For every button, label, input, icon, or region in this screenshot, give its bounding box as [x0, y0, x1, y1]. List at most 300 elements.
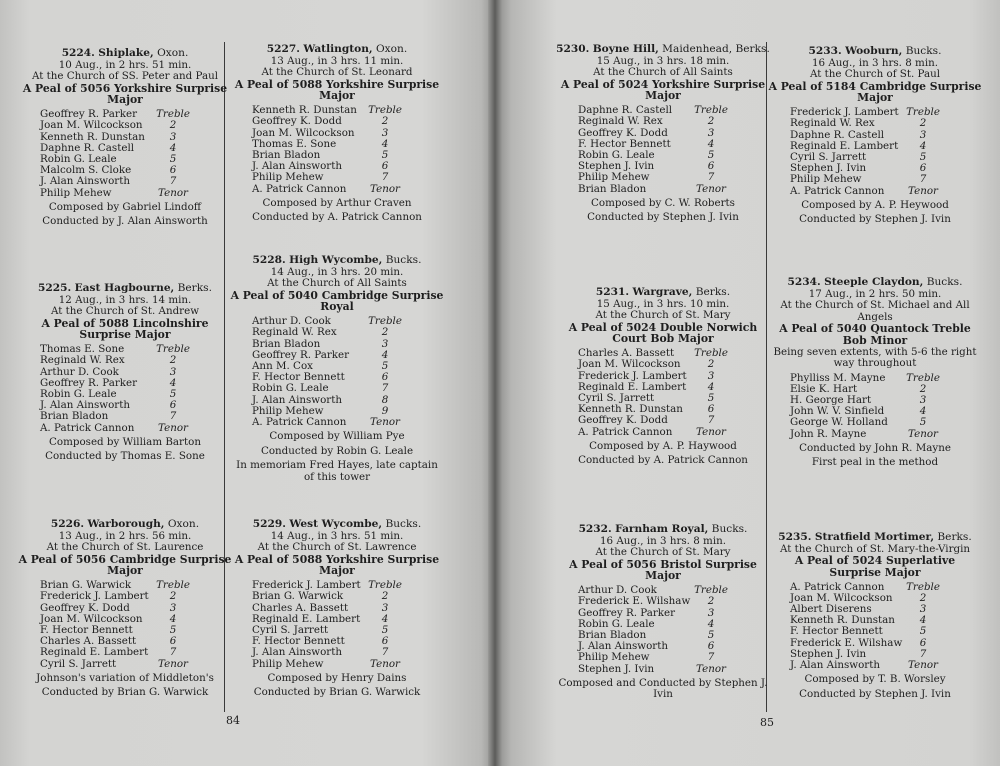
peal-number: 5226. — [50, 518, 85, 530]
peal-footer-line: Composed by A. P. Heywood — [801, 198, 949, 211]
peal-heading — [230, 519, 444, 531]
ringer-name: Brian G. Warwick — [40, 579, 132, 592]
peal-county: Oxon. — [375, 43, 408, 55]
peal-date: 15 Aug., in 3 hrs. 10 min. — [596, 297, 730, 310]
ringer-name: Arthur D. Cook — [40, 365, 119, 378]
peal-county: Berks. — [937, 531, 972, 543]
ringer-name: Arthur D. Cook — [252, 315, 331, 328]
bell-position: Tenor — [908, 659, 938, 672]
peal-heading — [768, 46, 982, 58]
peal-date: 14 Aug., in 3 hrs. 51 min. — [270, 529, 404, 542]
ringer-name: Reginald W. Rex — [790, 117, 875, 130]
peal-number: 5231. — [595, 286, 630, 298]
bell-position: 4 — [707, 137, 715, 150]
ringer-name: F. Hector Bennett — [252, 371, 345, 384]
ringer-row — [578, 652, 728, 663]
peal-title: A Peal of 5056 Bristol Surprise Major — [569, 557, 757, 583]
peal-footer-line: Conducted by John R. Mayne — [799, 441, 951, 454]
ringer-list — [790, 373, 940, 440]
ringer-name: Frederick J. Lambert — [578, 369, 687, 382]
ringer-name: Philip Mehew — [252, 404, 324, 417]
ringer-name: Geoffrey K. Dodd — [252, 115, 342, 128]
bell-position: Tenor — [158, 421, 188, 434]
ringer-name: J. Alan Ainsworth — [790, 659, 880, 672]
ringer-name: F. Hector Bennett — [252, 635, 345, 648]
bell-position: 4 — [381, 137, 389, 150]
ringer-name: Elsie K. Hart — [790, 382, 858, 395]
ringer-row — [790, 186, 940, 197]
peal-footer-line: Conducted by A. Patrick Cannon — [252, 211, 422, 224]
bell-position: Treble — [156, 108, 190, 121]
ringer-name: Stephen J. Ivin — [790, 162, 867, 175]
ringer-row — [40, 591, 190, 602]
bell-position: 2 — [919, 117, 927, 130]
ringer-row — [252, 184, 402, 195]
bell-position: 5 — [919, 625, 927, 638]
ringer-row — [252, 116, 402, 127]
bell-position: 5 — [169, 387, 177, 400]
ringer-name: Charles A. Bassett — [40, 635, 137, 648]
bell-position: 6 — [919, 636, 927, 649]
ringer-list — [40, 109, 190, 199]
peal-place: Warborough, — [87, 518, 165, 530]
ringer-name: F. Hector Bennett — [578, 137, 671, 150]
peal-record — [556, 44, 770, 224]
bell-position: 9 — [381, 404, 389, 417]
peal-date: 14 Aug., in 3 hrs. 20 min. — [270, 265, 404, 278]
bell-position: 2 — [381, 115, 389, 128]
bell-position: 2 — [919, 382, 927, 395]
peal-footer-line: Conducted by A. Patrick Cannon — [578, 454, 748, 467]
peal-county: Oxon. — [167, 518, 200, 530]
ringer-name: Cyril S. Jarrett — [578, 391, 655, 404]
page-number: 84 — [226, 714, 240, 727]
peal-footer-line: Composed by A. P. Haywood — [589, 439, 737, 452]
bell-position: Treble — [694, 584, 728, 597]
peal-heading — [556, 524, 770, 536]
bell-position: 7 — [381, 171, 389, 184]
ringer-list — [578, 585, 728, 675]
ringer-name: Geoffrey K. Dodd — [40, 601, 130, 614]
page-number: 85 — [760, 716, 774, 729]
bell-position: 3 — [707, 369, 715, 382]
bell-position: Tenor — [158, 657, 188, 670]
bell-position: 5 — [919, 150, 927, 163]
bell-position: 3 — [169, 601, 177, 614]
bell-position: 5 — [707, 391, 715, 404]
peal-heading — [18, 48, 232, 60]
bell-position: 3 — [381, 601, 389, 614]
bell-position: 7 — [169, 410, 177, 423]
ringer-list — [252, 580, 402, 670]
peal-record — [18, 283, 232, 463]
peal-church: At the Church of St. Andrew — [50, 305, 200, 317]
ringer-name: A. Patrick Cannon — [578, 425, 673, 438]
ringer-list — [578, 348, 728, 438]
ringer-name: A. Patrick Cannon — [40, 421, 135, 434]
ringer-name: Cyril S. Jarrett — [40, 657, 117, 670]
ringer-name: Malcolm S. Cloke — [40, 164, 132, 177]
bell-position: Treble — [368, 315, 402, 328]
bell-position: 3 — [707, 126, 715, 139]
peal-footer-line: Composed by William Barton — [49, 435, 201, 448]
ringer-row — [578, 359, 728, 370]
peal-date: 12 Aug., in 3 hrs. 14 min. — [58, 293, 192, 306]
peal-footer-line: Conducted by Brian G. Warwick — [41, 686, 209, 699]
bell-position: Tenor — [370, 182, 400, 195]
ringer-row — [40, 647, 190, 658]
peal-date: 16 Aug., in 3 hrs. 8 min. — [811, 56, 939, 69]
ringer-name: John R. Mayne — [790, 427, 867, 440]
peal-church: At the Church of All Saints — [267, 277, 407, 289]
ringer-name: Reginald E. Lambert — [790, 139, 899, 152]
ringer-name: Robin G. Leale — [40, 387, 117, 400]
ringer-name: Kenneth R. Dunstan — [40, 130, 145, 143]
peal-date: 13 Aug., in 2 hrs. 56 min. — [58, 529, 192, 542]
ringer-row — [790, 174, 940, 185]
ringer-row — [40, 423, 190, 434]
peal-date: 16 Aug., in 3 hrs. 8 min. — [599, 534, 727, 547]
peal-church: At the Church of St. Laurence — [46, 541, 204, 553]
ringer-row — [40, 411, 190, 422]
bell-position: 4 — [169, 141, 177, 154]
peal-heading — [18, 283, 232, 295]
ringer-row — [40, 120, 190, 131]
bell-position: 3 — [919, 603, 927, 615]
peal-church: At the Church of St. Mary — [595, 309, 731, 321]
bell-position: 2 — [707, 358, 715, 371]
peal-place: West Wycombe, — [289, 518, 383, 530]
peal-number: 5228. — [252, 254, 286, 266]
bell-position: 3 — [381, 337, 389, 350]
peal-record — [768, 46, 982, 226]
peal-number: 5227. — [266, 43, 300, 55]
peal-footer-line: First peal in the method — [811, 456, 939, 469]
peal-heading — [556, 287, 770, 299]
peal-place: Farnham Royal, — [615, 523, 709, 535]
bell-position: 2 — [169, 590, 177, 603]
peal-number: 5232. — [578, 523, 612, 535]
bell-position: 6 — [919, 162, 927, 175]
peal-footer-line: Conducted by J. Alan Ainsworth — [42, 215, 208, 228]
peal-record — [768, 277, 982, 469]
ringer-name: A. Patrick Cannon — [252, 415, 347, 428]
peal-place: Watlington, — [303, 43, 373, 55]
bell-position: Treble — [906, 371, 940, 384]
bell-position: Tenor — [696, 662, 726, 675]
bell-position: Tenor — [696, 425, 726, 438]
bell-position: 6 — [169, 399, 177, 412]
peal-date: 10 Aug., in 2 hrs. 51 min. — [58, 58, 192, 71]
peal-title: A Peal of 5088 Lincolnshire Surprise Major — [41, 316, 209, 342]
bell-position: 7 — [169, 175, 177, 188]
peal-footer-line: Johnson's variation of Middleton's — [36, 671, 214, 684]
ringer-name: Brian Bladon — [40, 410, 109, 423]
peal-record — [230, 44, 444, 224]
bell-position: 7 — [707, 414, 715, 427]
ringer-row — [578, 427, 728, 438]
peal-place: Shiplake, — [98, 47, 154, 59]
ringer-list — [790, 582, 940, 672]
peal-church: At the Church of St. Lawrence — [257, 541, 417, 553]
peal-footer-line: Composed by Henry Dains — [267, 671, 407, 684]
peal-footer-line: In memoriam Fred Hayes, late captain of this tower — [236, 459, 438, 483]
bell-position: 5 — [707, 628, 715, 641]
bell-position: 5 — [381, 148, 389, 161]
bell-position: 5 — [381, 359, 389, 372]
peal-heading — [18, 519, 232, 531]
peal-place: High Wycombe, — [289, 254, 383, 266]
ringer-row — [40, 176, 190, 187]
ringer-row — [578, 415, 728, 426]
peal-footer-line: Conducted by Stephen J. Ivin — [587, 211, 739, 224]
peal-title: A Peal of 5056 Yorkshire Surprise Major — [22, 81, 228, 107]
bell-position: Treble — [694, 347, 728, 360]
ringer-name: Charles A. Bassett — [578, 347, 675, 360]
bell-position: 5 — [169, 152, 177, 165]
peal-title: A Peal of 5024 Double Norwich Court Bob Major — [568, 320, 758, 346]
ringer-name: J. Alan Ainsworth — [252, 393, 342, 406]
ringer-row — [252, 659, 402, 670]
peal-place: East Hagbourne, — [74, 282, 175, 294]
bell-position: 2 — [707, 115, 715, 128]
bell-position: 5 — [169, 623, 177, 636]
ringer-name: Thomas E. Sone — [252, 137, 337, 150]
ringer-name: Robin G. Leale — [252, 382, 329, 395]
peal-county: Berks. — [695, 286, 731, 298]
ringer-name: Reginald E. Lambert — [40, 646, 149, 659]
ringer-name: H. George Hart — [790, 394, 872, 406]
bell-position: 6 — [381, 371, 389, 384]
peal-date: 17 Aug., in 2 hrs. 50 min. — [808, 287, 942, 300]
peal-record — [18, 519, 232, 699]
book-gutter — [488, 0, 502, 766]
peal-record — [18, 48, 232, 228]
ringer-name: Geoffrey R. Parker — [578, 606, 676, 619]
peal-footer-line: Composed by C. W. Roberts — [591, 196, 735, 209]
ringer-name: Stephen J. Ivin — [578, 160, 655, 173]
peal-footer-line: Composed by William Pye — [269, 430, 405, 443]
bell-position: Tenor — [370, 415, 400, 428]
peal-county: Bucks. — [385, 518, 422, 530]
ringer-name: Stephen J. Ivin — [578, 662, 655, 675]
ringer-name: Joan M. Wilcockson — [790, 591, 893, 604]
ringer-name: Cyril S. Jarrett — [790, 150, 867, 163]
bell-position: 7 — [919, 173, 927, 186]
bell-position: 7 — [707, 651, 715, 664]
peal-record — [768, 532, 982, 700]
ringer-row — [40, 188, 190, 199]
peal-title: A Peal of 5088 Yorkshire Surprise Major — [234, 552, 440, 578]
ringer-name: Brian Bladon — [252, 337, 321, 350]
ringer-row — [578, 116, 728, 127]
bell-position: 2 — [707, 595, 715, 608]
peal-record — [556, 524, 770, 701]
ringer-name: Reginald W. Rex — [40, 354, 125, 367]
bell-position: 4 — [919, 405, 927, 418]
ringer-name: Joan M. Wilcockson — [252, 126, 355, 139]
bell-position: Treble — [906, 580, 940, 593]
ringer-name: Geoffrey R. Parker — [40, 108, 138, 121]
ringer-row — [790, 118, 940, 129]
bell-position: 3 — [169, 365, 177, 378]
peal-church: At the Church of St. Mary — [595, 546, 731, 558]
peal-number: 5233. — [808, 45, 842, 57]
peal-date: 13 Aug., in 3 hrs. 11 min. — [270, 54, 404, 67]
bell-position: 2 — [919, 591, 927, 604]
ringer-name: Reginald W. Rex — [252, 326, 337, 339]
ringer-row — [790, 660, 940, 671]
peal-title: A Peal of 5024 Superlative Surprise Major — [794, 554, 956, 579]
ringer-name: Kenneth R. Dunstan — [252, 104, 357, 117]
bell-position: Tenor — [370, 657, 400, 670]
peal-place: Steeple Claydon, — [824, 276, 924, 288]
bell-position: 4 — [707, 380, 715, 393]
ringer-name: Philip Mehew — [790, 173, 862, 186]
peal-county: Bucks. — [905, 45, 942, 57]
ringer-name: A. Patrick Cannon — [252, 182, 347, 195]
ringer-name: Daphne R. Castell — [790, 128, 885, 141]
peal-county: Bucks. — [385, 254, 422, 266]
bell-position: 6 — [381, 160, 389, 173]
peal-church: At the Church of St. Paul — [809, 68, 941, 80]
bell-position: Treble — [156, 579, 190, 592]
peal-heading — [556, 44, 770, 56]
bell-position: 6 — [707, 160, 715, 173]
peal-title: A Peal of 5088 Yorkshire Surprise Major — [234, 77, 440, 103]
ringer-row — [578, 664, 728, 675]
peal-county: Bucks. — [711, 523, 748, 535]
peal-title: A Peal of 5040 Cambridge Surprise Royal — [230, 288, 444, 314]
peal-number: 5230. — [556, 43, 590, 55]
ringer-name: Philip Mehew — [578, 171, 650, 184]
ringer-name: Brian G. Warwick — [252, 590, 344, 603]
bell-position: 3 — [169, 130, 177, 143]
peal-footer-line: Composed by Arthur Craven — [262, 196, 412, 209]
ringer-name: J. Alan Ainsworth — [252, 160, 342, 173]
peal-place: Wargrave, — [632, 286, 693, 298]
bell-position: 2 — [381, 326, 389, 339]
bell-position: 4 — [381, 348, 389, 361]
bell-position: 6 — [169, 635, 177, 648]
bell-position: Treble — [156, 343, 190, 356]
ringer-name: J. Alan Ainsworth — [252, 646, 342, 659]
peal-church: At the Church of SS. Peter and Paul — [31, 70, 219, 82]
ringer-name: Phylliss M. Mayne — [790, 371, 886, 384]
peal-heading — [768, 532, 982, 544]
bell-position: 6 — [381, 635, 389, 648]
bell-position: 7 — [381, 646, 389, 659]
bell-position: Tenor — [696, 182, 726, 195]
bell-position: 6 — [169, 164, 177, 177]
bell-position: 4 — [707, 617, 715, 630]
ringer-name: Thomas E. Sone — [40, 343, 125, 356]
bell-position: Treble — [368, 104, 402, 117]
ringer-list — [252, 105, 402, 195]
ringer-name: Reginald W. Rex — [578, 115, 663, 128]
peal-church: At the Church of St. Mary-the-Virgin — [779, 542, 971, 555]
ringer-name: A. Patrick Cannon — [790, 580, 885, 593]
bell-position: Tenor — [908, 184, 938, 197]
bell-position: 4 — [169, 612, 177, 625]
ringer-row — [252, 327, 402, 338]
bell-position: 4 — [919, 139, 927, 152]
peal-number: 5235. — [778, 531, 812, 543]
bell-position: 5 — [707, 148, 715, 161]
peal-place: Boyne Hill, — [592, 43, 659, 55]
peal-heading — [230, 44, 444, 56]
ringer-row — [252, 417, 402, 428]
peal-footer-line: Composed by Gabriel Lindoff — [48, 200, 202, 213]
ringer-list — [790, 107, 940, 197]
ringer-name: Joan M. Wilcockson — [578, 358, 681, 371]
ringer-name: J. Alan Ainsworth — [578, 640, 668, 653]
ringer-name: Charles A. Bassett — [252, 601, 349, 614]
ringer-name: Frederick J. Lambert — [790, 106, 899, 119]
peal-church: At the Church of St. Leonard — [261, 66, 413, 78]
bell-position: 7 — [919, 647, 927, 660]
ringer-name: J. Alan Ainsworth — [40, 399, 130, 412]
peal-heading — [230, 255, 444, 267]
ringer-row — [252, 591, 402, 602]
peal-church: At the Church of All Saints — [593, 66, 733, 78]
peal-title: A Peal of 5056 Cambridge Surprise Major — [18, 552, 232, 578]
ringer-name: Frederick J. Lambert — [252, 579, 361, 592]
ringer-name: Robin G. Leale — [578, 617, 655, 630]
ringer-row — [252, 647, 402, 658]
peal-county: Oxon. — [157, 47, 189, 59]
ringer-name: Frederick E. Wilshaw — [578, 595, 691, 608]
peal-number: 5234. — [787, 276, 821, 288]
ringer-name: Philip Mehew — [578, 651, 650, 664]
ringer-name: Robin G. Leale — [578, 148, 655, 161]
ringer-row — [578, 596, 728, 607]
peal-church: At the Church of St. Michael and All Angels — [780, 299, 970, 323]
bell-position: 6 — [707, 640, 715, 653]
bell-position: 2 — [169, 354, 177, 367]
bell-position: 7 — [381, 382, 389, 395]
ringer-name: Joan M. Wilcockson — [40, 119, 143, 132]
ringer-name: Brian Bladon — [578, 628, 647, 641]
peal-footer-line: Conducted by Robin G. Leale — [260, 444, 414, 457]
bell-position: Treble — [368, 579, 402, 592]
ringer-name: Philip Mehew — [252, 171, 324, 184]
bell-position: 5 — [919, 416, 927, 429]
peal-record — [556, 287, 770, 467]
bell-position: 6 — [707, 403, 715, 416]
ringer-name: Frederick E. Wilshaw — [790, 636, 903, 649]
ringer-list — [40, 344, 190, 434]
peal-title: A Peal of 5040 Quantock Treble Bob Minor — [779, 322, 971, 347]
ringer-name: John W. V. Sinfield — [790, 405, 885, 418]
ringer-row — [790, 417, 940, 428]
bell-position: 4 — [169, 376, 177, 389]
ringer-row — [252, 383, 402, 394]
peal-county: Maidenhead, Berks. — [662, 43, 770, 55]
ringer-row — [578, 184, 728, 195]
bell-position: 3 — [919, 394, 927, 406]
peal-title: A Peal of 5024 Yorkshire Surprise Major — [560, 77, 766, 103]
ringer-name: Albert Diserens — [790, 603, 872, 615]
ringer-name: Kenneth R. Dunstan — [578, 403, 683, 416]
peal-footer-line: Conducted by Stephen J. Ivin — [799, 687, 951, 700]
ringer-name: Robin G. Leale — [40, 152, 117, 165]
peal-date: 15 Aug., in 3 hrs. 18 min. — [596, 54, 730, 67]
ringer-name: Geoffrey K. Dodd — [578, 414, 668, 427]
ringer-name: Geoffrey K. Dodd — [578, 126, 668, 139]
ringer-name: Joan M. Wilcockson — [40, 612, 143, 625]
ringer-name: Philip Mehew — [252, 657, 324, 670]
